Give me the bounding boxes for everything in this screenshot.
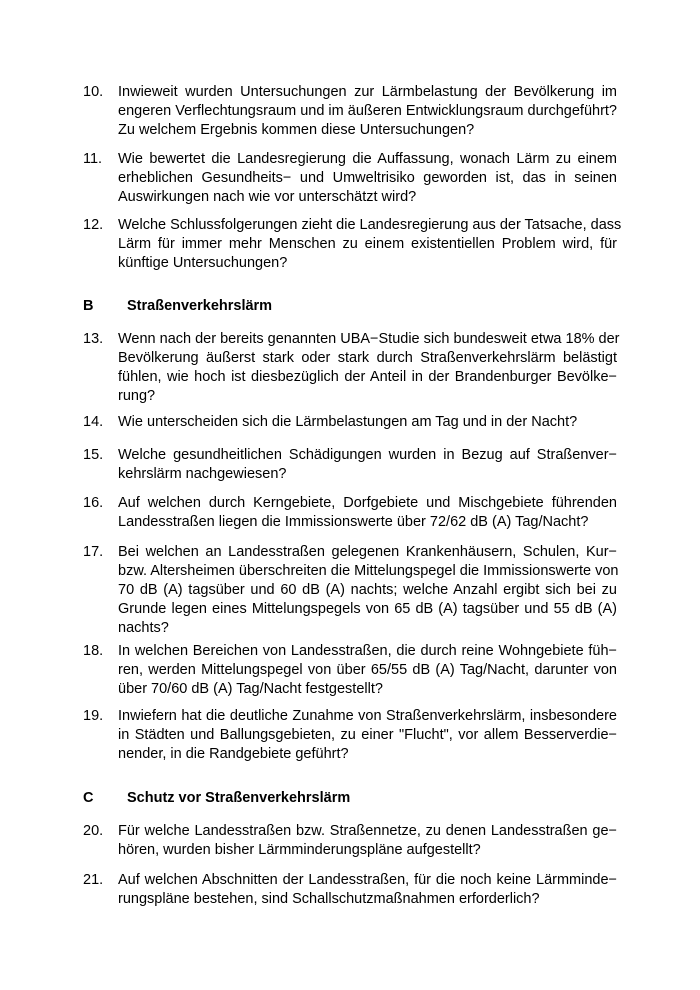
text-line: in Städten und Ballungsgebieten, zu einer "Flucht", vor allem Besserverdie−: [118, 727, 617, 743]
text-line: erheblichen Gesundheits− und Umweltrisiko geworden ist, das in seinen: [118, 170, 617, 186]
question-10: [83, 83, 617, 140]
question-text: [118, 446, 617, 484]
question-number: 17.: [83, 544, 104, 560]
question-number: 12.: [83, 217, 104, 233]
text-line: Auf welchen durch Kerngebiete, Dorfgebiete und Mischgebiete führenden: [118, 495, 617, 511]
text-line: hören, wurden bisher Lärmminderungspläne aufgestellt?: [118, 842, 481, 858]
text-line: Für welche Landesstraßen bzw. Straßennetze, zu denen Landesstraßen ge−: [118, 823, 617, 839]
question-number: 20.: [83, 823, 104, 839]
question-text: [118, 822, 617, 860]
question-text: [118, 642, 617, 699]
question-text: [118, 494, 617, 532]
question-15: [83, 446, 617, 484]
text-line: rung?: [118, 388, 156, 404]
question-number: 19.: [83, 708, 104, 724]
question-number: 21.: [83, 872, 104, 888]
section-title: Straßenverkehrslärm: [127, 298, 273, 314]
text-line: Inwiefern hat die deutliche Zunahme von Straßenverkehrslärm, insbesondere: [118, 708, 617, 724]
question-text: [118, 150, 617, 207]
text-line: Wie unterscheiden sich die Lärmbelastungen am Tag und in der Nacht?: [118, 414, 578, 430]
section-letter: C: [83, 790, 94, 806]
text-line: rungspläne bestehen, sind Schallschutzmaßnahmen erforderlich?: [118, 891, 540, 907]
text-line: Bei welchen an Landesstraßen gelegenen Krankenhäusern, Schulen, Kur−: [118, 544, 617, 560]
question-text: [118, 871, 617, 909]
question-16: [83, 494, 617, 532]
question-text: [118, 216, 622, 273]
text-line: Lärm für immer mehr Menschen zu einem existentiellen Problem wird, für: [118, 236, 617, 252]
text-line: Welche Schlussfolgerungen zieht die Landesregierung aus der Tatsache, dass: [118, 217, 622, 233]
question-21: [83, 871, 617, 909]
question-text: [118, 83, 617, 140]
text-line: Zu welchem Ergebnis kommen diese Untersuchungen?: [118, 122, 475, 138]
text-line: Wenn nach der bereits genannten UBA−Studie sich bundesweit etwa 18% der: [118, 331, 620, 347]
text-line: Bevölkerung äußerst stark oder stark durch Straßenverkehrslärm belästigt: [118, 350, 617, 366]
text-line: Auswirkungen nach wie vor unterschätzt wird?: [118, 189, 417, 205]
question-12: [83, 216, 622, 273]
text-line: bzw. Altersheimen überschreiten die Mittelungspegel die Immissionswerte von: [118, 563, 619, 579]
section-heading-b: [83, 297, 272, 316]
question-number: 10.: [83, 84, 104, 100]
text-line: über 70/60 dB (A) Tag/Nacht festgestellt?: [118, 681, 383, 697]
question-text: [118, 543, 617, 638]
text-line: 70 dB (A) tagsüber und 60 dB (A) nachts; welche Anzahl ergibt sich bei zu: [118, 582, 617, 598]
question-number: 15.: [83, 447, 104, 463]
section-heading-c: [83, 789, 350, 808]
text-line: Welche gesundheitlichen Schädigungen wurden in Bezug auf Straßenver−: [118, 447, 617, 463]
text-line: In welchen Bereichen von Landesstraßen, die durch reine Wohngebiete füh−: [118, 643, 617, 659]
question-11: [83, 150, 617, 207]
question-18: [83, 642, 617, 699]
text-line: kehrslärm nachgewiesen?: [118, 466, 287, 482]
question-text: [118, 707, 617, 764]
text-line: engeren Verflechtungsraum und im äußeren Entwicklungsraum durchgeführt?: [118, 103, 617, 119]
text-line: Wie bewertet die Landesregierung die Auffassung, wonach Lärm zu einem: [118, 151, 617, 167]
question-19: [83, 707, 617, 764]
text-line: nender, in die Randgebiete geführt?: [118, 746, 349, 762]
text-line: Inwieweit wurden Untersuchungen zur Lärmbelastung der Bevölkerung im: [118, 84, 617, 100]
question-14: [83, 413, 617, 432]
section-letter: B: [83, 298, 94, 314]
question-17: [83, 543, 617, 638]
question-text: [118, 413, 617, 432]
text-line: Landesstraßen liegen die Immissionswerte über 72/62 dB (A) Tag/Nacht?: [118, 514, 589, 530]
section-title: Schutz vor Straßenverkehrslärm: [127, 790, 351, 806]
text-line: Auf welchen Abschnitten der Landesstraßen, für die noch keine Lärmminde−: [118, 872, 617, 888]
text-line: Grunde legen eines Mittelungspegels von 65 dB (A) tagsüber und 55 dB (A): [118, 601, 617, 617]
question-number: 11.: [83, 151, 103, 167]
question-13: [83, 330, 620, 406]
question-number: 14.: [83, 414, 104, 430]
text-line: künftige Untersuchungen?: [118, 255, 288, 271]
question-number: 16.: [83, 495, 104, 511]
question-text: [118, 330, 620, 406]
question-number: 13.: [83, 331, 104, 347]
question-20: [83, 822, 617, 860]
text-line: nachts?: [118, 620, 169, 636]
text-line: ren, werden Mittelungspegel von über 65/55 dB (A) Tag/Nacht, darunter von: [118, 662, 617, 678]
question-number: 18.: [83, 643, 104, 659]
text-line: fühlen, wie hoch ist diesbezüglich der Anteil in der Brandenburger Bevölke−: [118, 369, 617, 385]
